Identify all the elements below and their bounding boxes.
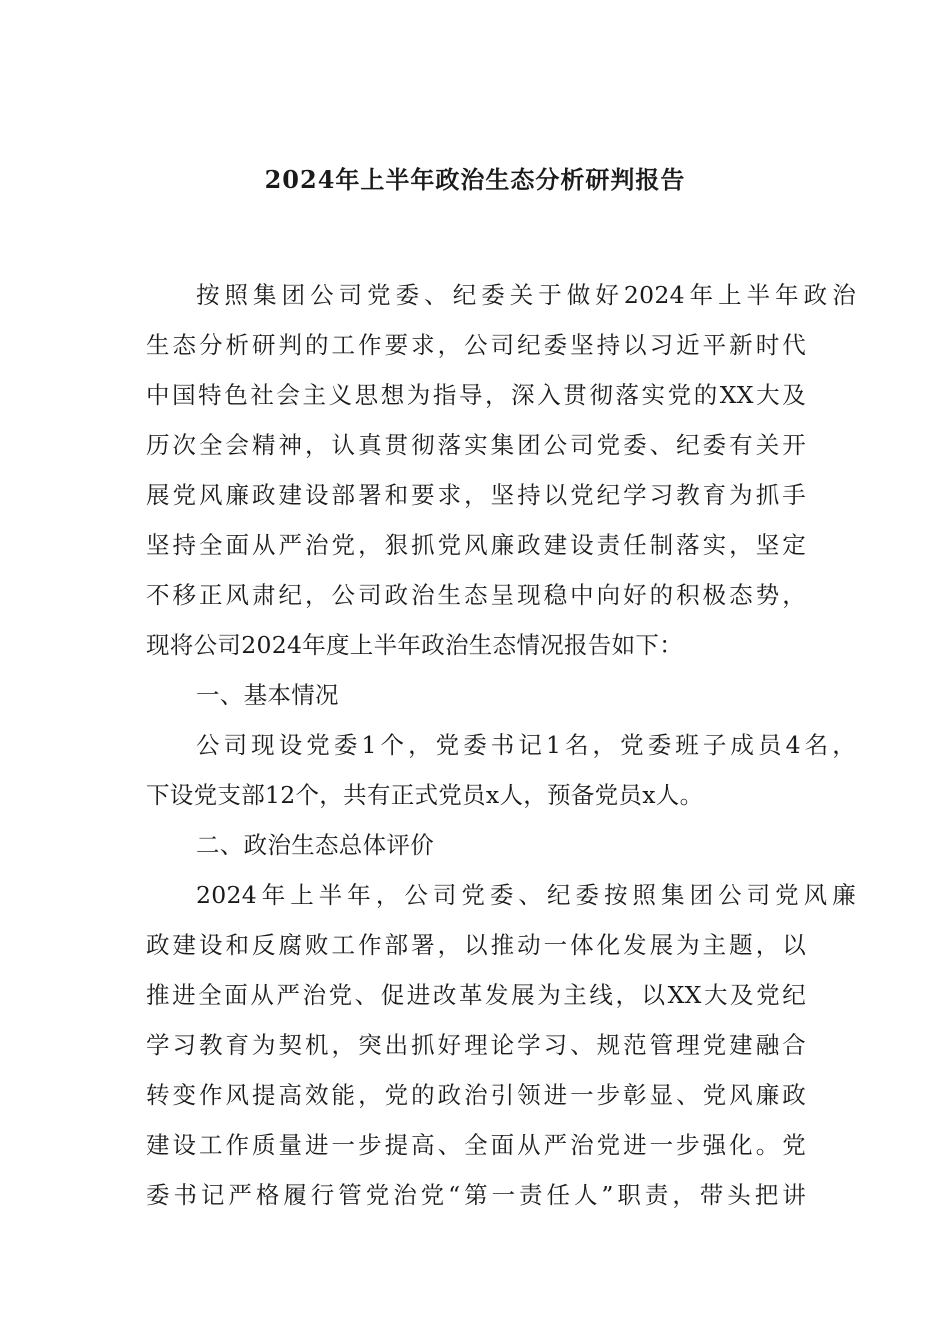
paragraph-line-3: 中国特色社会主义思想为指导，深入贯彻落实党的XX大及 — [146, 381, 806, 409]
paragraph-line-18: 建设工作质量进一步提高、全面从严治党进一步强化。党 — [146, 1131, 806, 1159]
section-heading-overall-evaluation: 二、政治生态总体评价 — [196, 831, 434, 859]
paragraph-line-4: 历次全会精神，认真贯彻落实集团公司党委、纪委有关开 — [146, 431, 806, 459]
paragraph-line-13: 2024年上半年，公司党委、纪委按照集团公司党风廉 — [196, 881, 856, 909]
paragraph-line-7: 不移正风肃纪，公司政治生态呈现稳中向好的积极态势， — [146, 581, 806, 609]
paragraph-line-16: 学习教育为契机，突出抓好理论学习、规范管理党建融合 — [146, 1031, 806, 1059]
paragraph-line-19: 委书记严格履行管党治党“第一责任人”职责，带头把讲 — [146, 1181, 806, 1209]
paragraph-line-15: 推进全面从严治党、促进改革发展为主线，以XX大及党纪 — [146, 981, 806, 1009]
paragraph-line-14: 政建设和反腐败工作部署，以推动一体化发展为主题，以 — [146, 931, 806, 959]
paragraph-line-10: 公司现设党委1个，党委书记1名，党委班子成员4名， — [196, 731, 856, 759]
document-body — [146, 270, 856, 1220]
paragraph-line-6: 坚持全面从严治党，狠抓党风廉政建设责任制落实，坚定 — [146, 531, 806, 559]
paragraph-line-11: 下设党支部12个，共有正式党员x人，预备党员x人。 — [146, 781, 704, 809]
document-title: 2024年上半年政治生态分析研判报告 — [264, 165, 686, 194]
paragraph-line-1: 按照集团公司党委、纪委关于做好2024年上半年政治 — [196, 281, 856, 309]
section-heading-basic-situation: 一、基本情况 — [196, 681, 339, 709]
paragraph-line-5: 展党风廉政建设部署和要求，坚持以党纪学习教育为抓手 — [146, 481, 806, 509]
paragraph-line-17: 转变作风提高效能，党的政治引领进一步彰显、党风廉政 — [146, 1081, 806, 1109]
paragraph-line-2: 生态分析研判的工作要求，公司纪委坚持以习近平新时代 — [146, 331, 806, 359]
paragraph-line-8: 现将公司2024年度上半年政治生态情况报告如下： — [146, 631, 684, 659]
